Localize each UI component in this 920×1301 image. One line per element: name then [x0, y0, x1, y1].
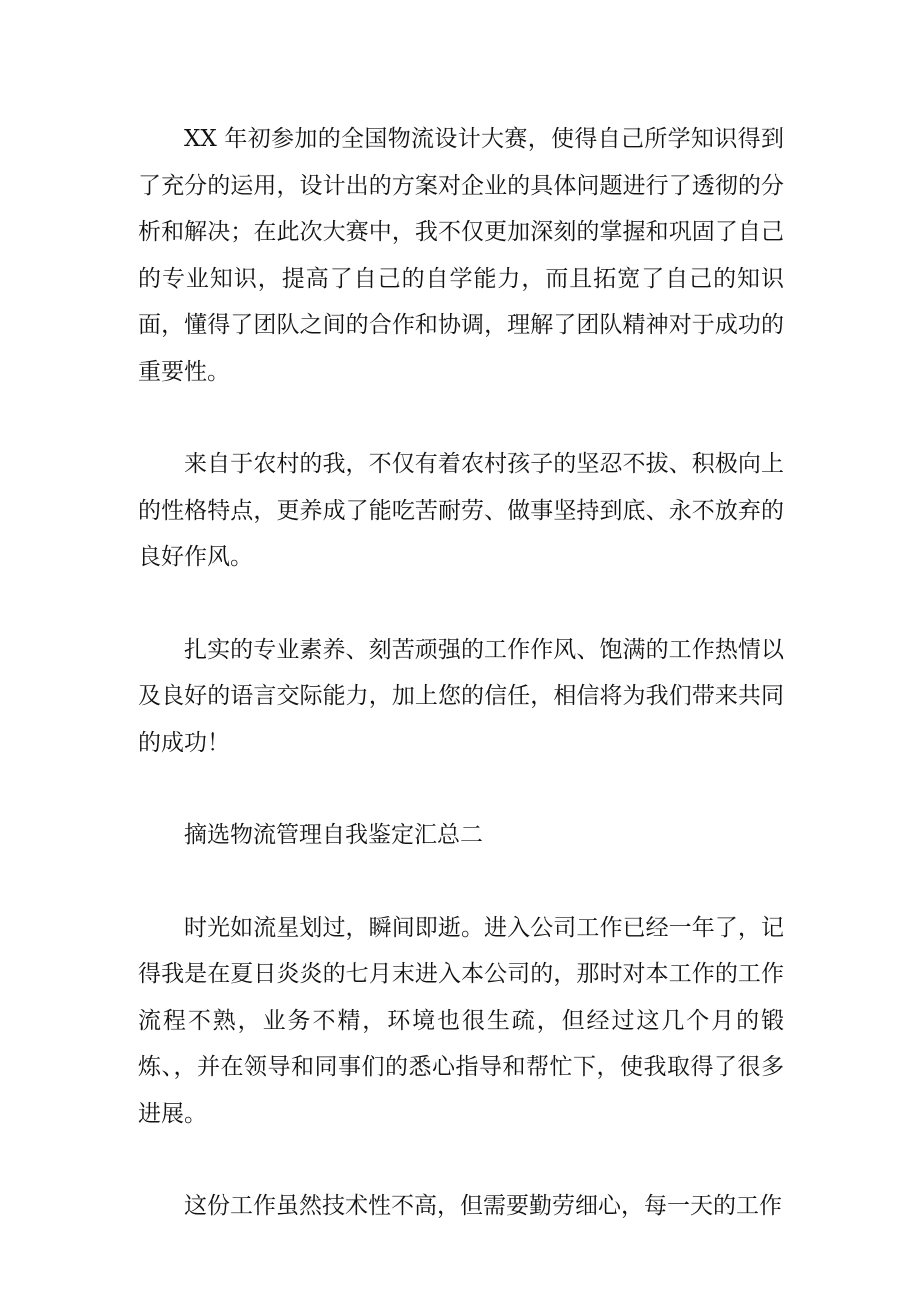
- paragraph-one-year: 时光如流星划过，瞬间即逝。进入公司工作已经一年了，记得我是在夏日炎炎的七月末进入本公司的，那时对本工作的工作流程不熟，业务不精，环境也很生疏，但经过这几个月的锻炼、，并在领导和同事们的悉心指导和帮忙下，使我取得了很多进展。: [138, 914, 784, 1127]
- paragraph-rural-background: 来自于农村的我，不仅有着农村孩子的坚忍不拔、积极向上的性格特点，更养成了能吃苦耐劳、做事坚持到底、永不放弃的良好作风。: [138, 451, 784, 570]
- paragraph-work-nature: 这份工作虽然技术性不高，但需要勤劳细心，每一天的工作: [184, 1193, 782, 1219]
- section-heading: 摘选物流管理自我鉴定汇总二: [184, 822, 483, 848]
- paragraph-competition: XX 年初参加的全国物流设计大赛，使得自己所学知识得到了充分的运用，设计出的方案对企业的具体问题进行了透彻的分析和解决；在此次大赛中，我不仅更加深刻的掌握和巩固了自己的专业知识，提高了自己的自学能力，而且拓宽了自己的知识面，懂得了团队之间的合作和协调，理解了团队精神对于成功的重要性。: [138, 126, 784, 385]
- paragraph-closing: 扎实的专业素养、刻苦顽强的工作作风、饱满的工作热情以及良好的语言交际能力，加上您的信任，相信将为我们带来共同的成功！: [138, 636, 784, 756]
- document-body: [138, 116, 784, 1230]
